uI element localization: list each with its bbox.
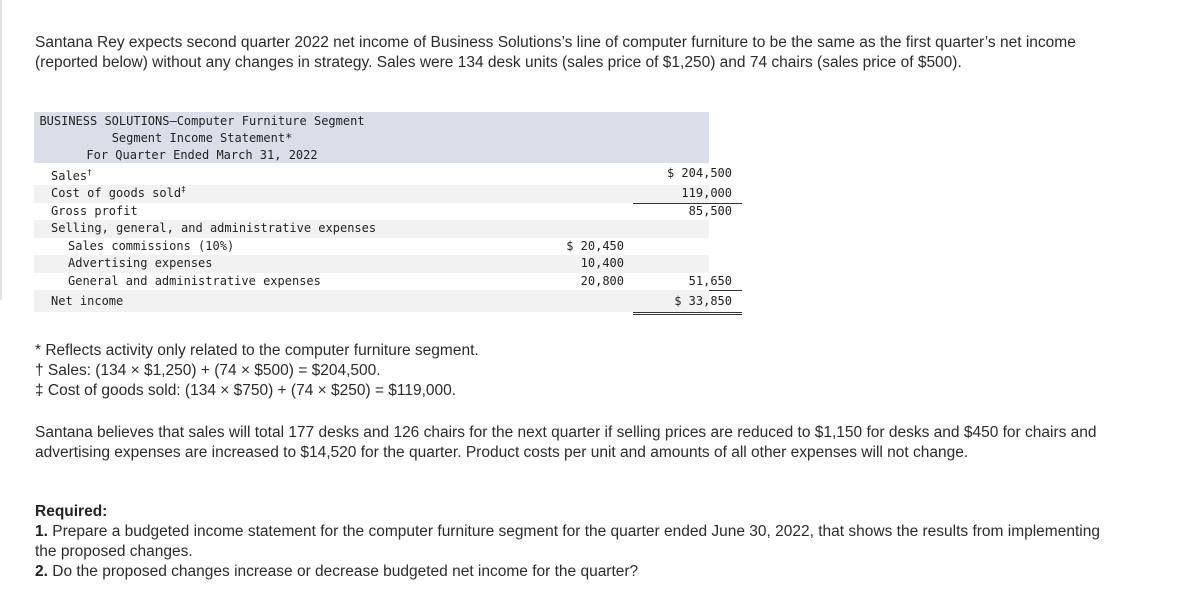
- advertising-label: Advertising expenses: [68, 256, 213, 270]
- advertising-row: [34, 255, 709, 273]
- statement-name: Segment Income Statement*: [111, 131, 293, 145]
- net-income-label: Net income: [51, 294, 124, 308]
- required-section: [35, 502, 1115, 582]
- commissions-label: Sales commissions (10%): [68, 238, 235, 253]
- statement-company-title: BUSINESS SOLUTIONS—Computer Furniture Segment: [39, 114, 365, 128]
- question-2-number: 2.: [35, 563, 48, 580]
- advertising-value: 10,400: [580, 256, 624, 270]
- cogs-row: [34, 185, 732, 203]
- question-1: [35, 522, 1115, 562]
- cogs-value: 119,000: [633, 185, 742, 204]
- gross-profit-row: [34, 203, 732, 221]
- net-income-row: [34, 290, 732, 312]
- general-admin-row: [34, 273, 732, 291]
- cogs-label: Cost of goods sold: [51, 186, 182, 200]
- required-heading: Required:: [35, 503, 108, 520]
- general-admin-label: General and administrative expenses: [68, 273, 321, 288]
- commissions-value: $ 20,450: [566, 238, 624, 253]
- sga-total-value: 51,650: [633, 273, 742, 292]
- net-income-value: $ 33,850: [633, 290, 742, 315]
- intro-paragraph: Santana Rey expects second quarter 2022 net income of Business Solutions’s line of computer furniture to be the same as the first quarter’s net income (reported below) without any changes in strategy. Sales were 134 desk units (sales price of $1,250) and 74 chairs (sales price of $500).: [35, 34, 1076, 71]
- cogs-footnote-mark: ‡: [181, 185, 186, 194]
- footnote-asterisk: * Reflects activity only related to the computer furniture segment.: [35, 342, 479, 359]
- question-1-number: 1.: [35, 523, 48, 540]
- sales-footnote-mark: †: [87, 168, 92, 177]
- question-1-text: Prepare a budgeted income statement for the computer furniture segment for the quarter ended June 30, 2022, that shows the results from implementing the proposed changes.: [35, 523, 1100, 560]
- followup-paragraph: Santana believes that sales will total 177 desks and 126 chairs for the next quarter if selling prices are reduced to $1,150 for desks and $450 for chairs and advertising expenses are increased to $14,520 for the quarter. Product costs per unit and amounts of all other expenses will not change.: [35, 424, 1097, 461]
- question-2-text: Do the proposed changes increase or decrease budgeted net income for the quarter?: [47, 563, 639, 580]
- gross-profit-label: Gross profit: [51, 203, 138, 218]
- sales-label: Sales: [51, 169, 88, 183]
- general-admin-value: 20,800: [534, 273, 624, 292]
- statement-period: For Quarter Ended March 31, 2022: [86, 148, 318, 162]
- sga-row: [34, 220, 709, 238]
- income-statement-table: [34, 112, 732, 312]
- question-2: [35, 562, 1115, 582]
- gross-profit-value: 85,500: [688, 203, 732, 218]
- footnotes: [35, 341, 1115, 401]
- sales-row: [34, 163, 732, 185]
- sga-label: Selling, general, and administrative expenses: [51, 221, 377, 235]
- sales-value: $ 204,500: [666, 166, 732, 180]
- footnote-dagger: † Sales: (134 × $1,250) + (74 × $500) = $204,500.: [35, 362, 381, 379]
- footnote-double-dagger: ‡ Cost of goods sold: (134 × $750) + (74 × $250) = $119,000.: [35, 382, 457, 399]
- commissions-row: [34, 238, 709, 256]
- statement-header: [34, 112, 709, 163]
